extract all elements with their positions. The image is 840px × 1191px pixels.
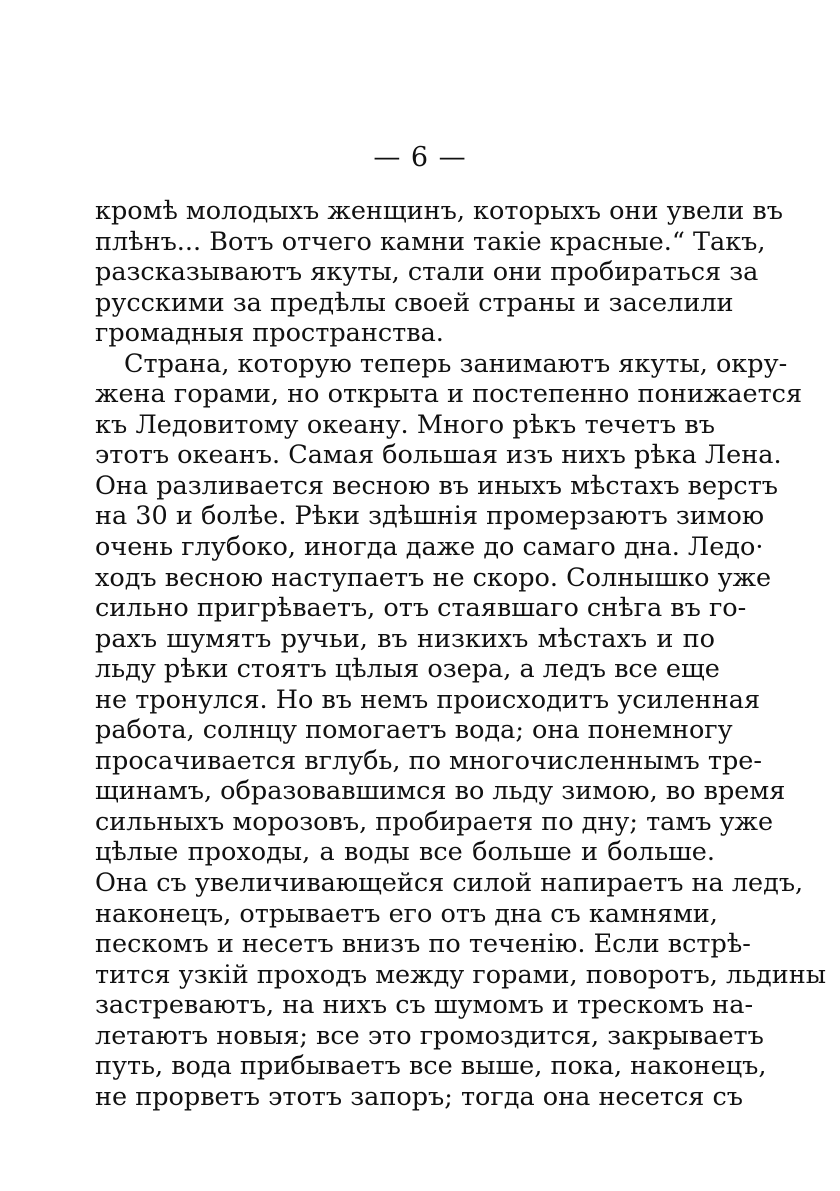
text-line: наконецъ, отрываетъ его отъ дна съ камнями, [95, 898, 718, 929]
text-line: цѣлые проходы, а воды все больше и больше. [95, 837, 715, 868]
text-line: путь, вода прибываетъ все выше, пока, наконецъ, [95, 1051, 767, 1082]
text-line: пескомъ и несетъ внизъ по теченію. Если встрѣ- [95, 929, 751, 960]
body-text [95, 196, 827, 1112]
text-line: на 30 и болѣе. Рѣки здѣшнія промерзаютъ зимою [95, 501, 765, 532]
paragraph-1 [95, 196, 783, 349]
text-line: кромѣ молодыхъ женщинъ, которыхъ они увели въ [95, 196, 783, 226]
text-line: русскими за предѣлы своей страны и заселили [95, 287, 734, 318]
paragraph-2 [95, 348, 827, 1113]
text-line: Страна, которую теперь занимаютъ якуты, окру- [124, 348, 788, 379]
text-line: просачивается вглубь, по многочисленнымъ тре- [95, 745, 762, 776]
text-line: разсказываютъ якуты, стали они пробираться за [95, 257, 759, 288]
text-line: летаютъ новыя; все это громоздится, закрываетъ [95, 1020, 764, 1051]
text-line: сильно пригрѣваетъ, отъ стаявшаго снѣга въ го- [95, 593, 747, 624]
text-line: жена горами, но открыта и постепенно понижается [95, 379, 803, 410]
text-line: льду рѣки стоятъ цѣлыя озера, а ледъ все еще [95, 654, 720, 685]
text-line: къ Ледовитому океану. Много рѣкъ течетъ въ [95, 409, 715, 440]
text-line: щинамъ, образовавшимся во льду зимою, во время [95, 776, 786, 807]
page-number-header: — 6 — [373, 142, 467, 173]
text-line: плѣнъ... Вотъ отчего камни такіе красные.“ Такъ, [95, 226, 766, 257]
text-line: тится узкій проходъ между горами, поворотъ, льдины [95, 959, 827, 990]
text-line: не тронулся. Но въ немъ происходитъ усиленная [95, 684, 761, 715]
text-line: этотъ океанъ. Самая большая изъ нихъ рѣка Лена. [95, 440, 782, 471]
text-line: рахъ шумятъ ручьи, въ низкихъ мѣстахъ и по [95, 623, 715, 654]
text-line: Она разливается весною въ иныхъ мѣстахъ верстъ [95, 470, 779, 501]
text-line: Она съ увеличивающейся силой напираетъ на ледъ, [95, 868, 804, 899]
text-line: очень глубоко, иногда даже до самаго дна. Ледо· [95, 532, 764, 563]
text-line: сильныхъ морозовъ, пробираетя по дну; тамъ уже [95, 806, 774, 837]
text-line: работа, солнцу помогаетъ вода; она понемногу [95, 715, 733, 746]
text-line: громадныя пространства. [95, 318, 444, 349]
text-line: не прорветъ этотъ запоръ; тогда она несется съ [95, 1081, 743, 1112]
text-line: ходъ весною наступаетъ не скоро. Солнышко уже [95, 562, 772, 593]
text-line: застреваютъ, на нихъ съ шумомъ и трескомъ на- [95, 990, 754, 1021]
